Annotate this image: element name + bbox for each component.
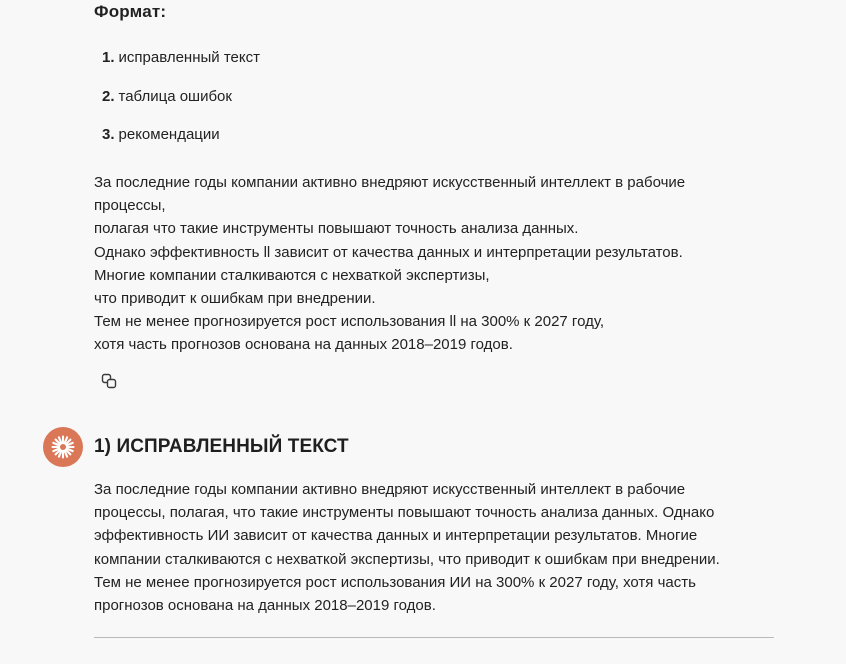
- text-line: процессы, полагая, что такие инструменты повышают точность анализа данных. Однако: [94, 504, 715, 522]
- user-message-text: [94, 171, 774, 357]
- text-line: что приводит к ошибкам при внедрении.: [94, 290, 376, 308]
- text-line: За последние годы компании активно внедряют искусственный интеллект в рабочие: [94, 174, 686, 191]
- text-line: Тем не менее прогнозируется рост использования ll на 300% к 2027 году,: [94, 313, 605, 331]
- copy-icon: [101, 373, 117, 389]
- text-line: За последние годы компании активно внедряют искусственный интеллект в рабочие: [94, 481, 686, 498]
- assistant-avatar: [43, 427, 83, 467]
- section-divider: [94, 637, 774, 638]
- format-heading: Формат:: [94, 2, 167, 21]
- text-line: процессы,: [94, 197, 166, 215]
- text-line: Тем не менее прогнозируется рост использования ИИ на 300% к 2027 году, хотя часть: [94, 573, 696, 591]
- text-line: Однако эффективность ll зависит от качества данных и интерпретации результатов.: [94, 243, 683, 261]
- format-list-item: 2. таблица ошибок: [102, 87, 232, 105]
- answer-heading: 1) ИСПРАВЛЕННЫЙ ТЕКСТ: [94, 436, 349, 457]
- format-list-item: 1. исправленный текст: [102, 49, 260, 66]
- text-line: эффективность ИИ зависит от качества данных и интерпретации результатов. Многие: [94, 527, 698, 545]
- text-line: компании сталкиваются с нехваткой экспертизы, что приводит к ошибкам при внедрении.: [94, 550, 720, 568]
- text-line: прогнозов основана на данных 2018–2019 годов.: [94, 597, 436, 615]
- assistant-starburst-icon: [50, 434, 76, 460]
- format-list: [102, 48, 260, 164]
- assistant-message-text: [94, 478, 784, 617]
- text-line: полагая что такие инструменты повышают точность анализа данных.: [94, 220, 579, 238]
- text-line: хотя часть прогнозов основана на данных 2018–2019 годов.: [94, 336, 513, 354]
- text-line: Многие компании сталкиваются с нехваткой экспертизы,: [94, 266, 490, 284]
- copy-button[interactable]: [98, 370, 120, 392]
- format-list-item: 3. рекомендации: [102, 126, 220, 143]
